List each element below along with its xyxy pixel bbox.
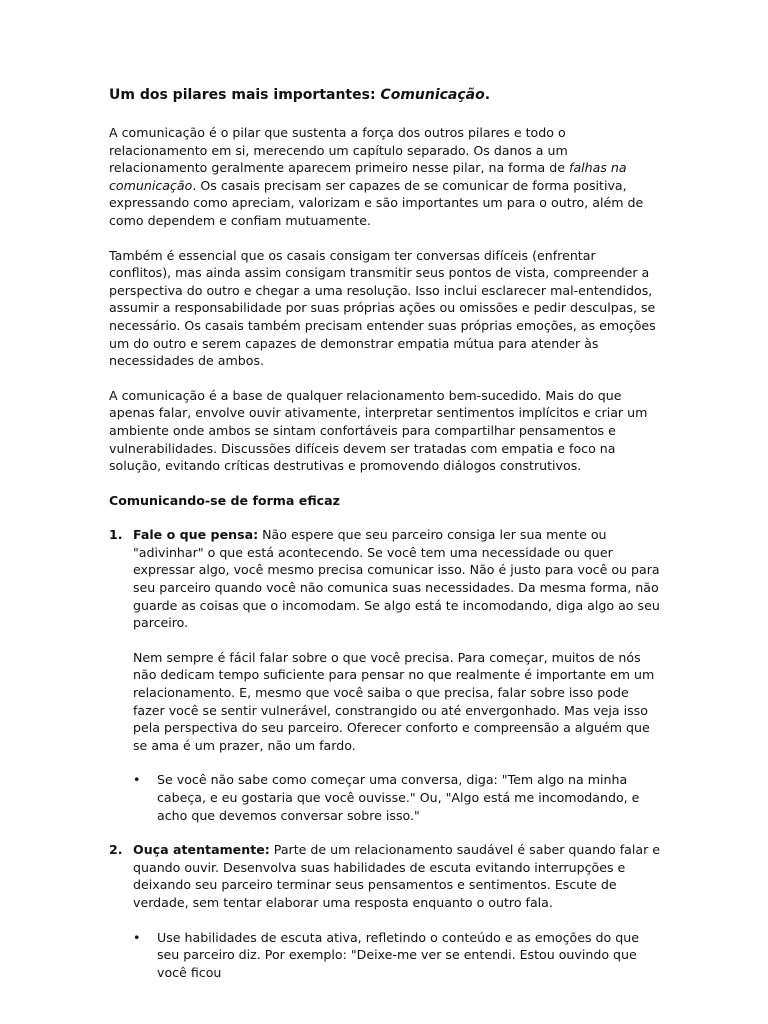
paragraph-1-text-a: A comunicação é o pilar que sustenta a força dos outros pilares e todo o relacionamento em si, merecendo um capítulo separado. Os danos a um relacionamento geralmente aparecem primeiro nesse pilar, na forma de: [109, 125, 570, 176]
list-item-body: Parte de um relacionamento saudável é saber quando falar e quando ouvir. Desenvolva suas habilidades de escuta evitando interrupções e deixando seu parceiro terminar seus pensamentos e sentimentos. Escute de verdade, sem tentar elaborar uma resposta enquanto o outro fala.: [133, 842, 661, 910]
bullet-icon: •: [133, 772, 141, 788]
list-item-2: [109, 841, 661, 981]
bullet-item: [133, 929, 661, 982]
bullet-icon: •: [133, 929, 141, 945]
paragraph-1-emphasis: falhas na comunicação: [109, 160, 627, 193]
paragraph-1-text-b: . Os casais precisam ser capazes de se comunicar de forma positiva, expressando como apreciam, valorizam e são importantes um para o outro, além de como dependem e confiam mutuamente.: [109, 177, 644, 228]
list-item-body: Não espere que seu parceiro consiga ler sua mente ou "adivinhar" o que está acontecendo. Se você tem uma necessidade ou quer expressar algo, você mesmo precisa comunicar isso. Não é justo para você ou para seu parceiro quando você não comunica suas necessidades. Da mesma forma, não guarde as coisas que o incomodam. Se algo está te incomodando, diga algo ao seu parceiro.: [133, 527, 660, 631]
bullet-text: Use habilidades de escuta ativa, refletindo o conteúdo e as emoções do que seu parceiro diz. Por exemplo: "Deixe-me ver se entendi. Estou ouvindo que você ficou: [157, 929, 639, 980]
list-item-text: [133, 526, 661, 632]
page-title: [109, 86, 661, 104]
title-suffix: .: [484, 87, 491, 103]
list-item-1: [109, 526, 661, 824]
paragraph-3: A comunicação é a base de qualquer relacionamento bem-sucedido. Mais do que apenas falar, envolve ouvir ativamente, interpretar sentimentos implícitos e criar um ambiente onde ambos se sintam confortáveis para compartilhar pensamentos e vulnerabilidades. Discussões difíceis devem ser tratadas com empatia e foco na solução, evitando críticas destrutivas e promovendo diálogos construtivos.: [109, 387, 648, 474]
list-number: 2.: [109, 842, 123, 858]
list-item-text: [133, 841, 661, 911]
paragraph-1: [109, 124, 661, 230]
list-number: 1.: [109, 527, 123, 543]
list-item-extra: Nem sempre é fácil falar sobre o que você precisa. Para começar, muitos de nós não dedicam tempo suficiente para pensar no que realmente é importante em um relacionamento. E, mesmo que você saiba o que precisa, falar sobre isso pode fazer você se sentir vulnerável, constrangido ou até envergonhado. Mas veja isso pela perspectiva do seu parceiro. Oferecer conforto e compreensão a alguém que se ama é um prazer, não um fardo.: [133, 649, 655, 753]
paragraph-2: Também é essencial que os casais consigam ter conversas difíceis (enfrentar conflitos), mas ainda assim consigam transmitir seus pontos de vista, compreender a perspectiva do outro e chegar a uma resolução. Isso inclui esclarecer mal-entendidos, assumir a responsabilidade por suas próprias ações ou omissões e pedir desculpas, se necessário. Os casais também precisam entender suas próprias emoções, as emoções um do outro e serem capazes de demonstrar empatia mútua para atender às necessidades de ambos.: [109, 247, 656, 369]
bullet-text: Se você não sabe como começar uma conversa, diga: "Tem algo na minha cabeça, e eu gostaria que você ouvisse." Ou, "Algo está me incomodando, e acho que devemos conversar sobre isso.": [157, 772, 640, 823]
list-item-label: Fale o que pensa:: [133, 527, 259, 543]
list-item-label: Ouça atentamente:: [133, 842, 270, 858]
title-emphasis: Comunicação: [380, 87, 485, 103]
section-heading: Comunicando-se de forma eficaz: [109, 492, 340, 508]
title-prefix: Um dos pilares mais importantes:: [109, 87, 381, 103]
bullet-item: [133, 771, 661, 824]
document-page: [109, 86, 661, 998]
